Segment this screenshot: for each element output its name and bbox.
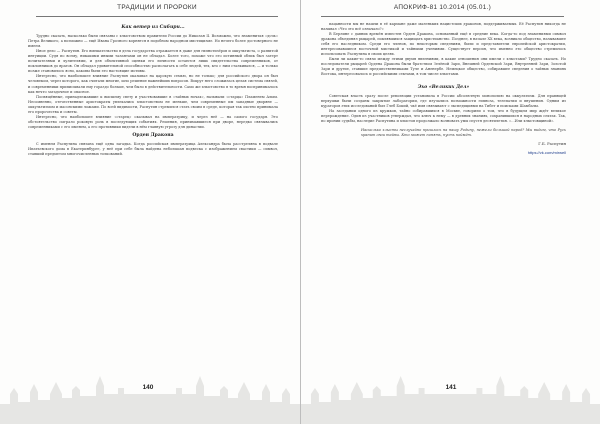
left-subheading: Орден Дракона [132, 132, 174, 138]
left-paragraph: С именем Распутина связана ещё одна загадка. Когда российская императрица Александра была расстреляна в подвале Ипатьевского дома в Екатеринбурге, у неё при себе была найдена небольшая подвеска с изображением свастики — символ, ставший предметом многочисленных толкований. [28, 141, 278, 157]
right-page [301, 0, 600, 424]
left-running-header: ТРАДИЦИИ И ПРОРОКИ [36, 4, 278, 17]
right-running-header: АПОКРИФ-81 10.2014 (05.01.) [321, 4, 564, 17]
left-paragraph: Интересно, что наибольшее влияние «старец» оказывал на императрицу, и через неё — на самого государя. Это обстоятельство сыграло роковую роль в последующих событиях. Решения, принимавшиеся при дворе, нередко связывались современниками с его именем, а его противники видели в нём главную угрозу для династии. [28, 114, 278, 129]
left-paragraph: Трудно сказать, насколько были связаны с хлыстовством правители России до Николая II. Возможно, что знаменитая «дочь» Петра Великого, а возможно — ещё Ивана Грозного корнятся в подобном народном мистицизме. Но нечего более достоверного не имеем. [28, 34, 278, 49]
right-paragraph: В Берлине с давних времён известен Орден Дракона, основанный ещё в средние века. Когда-то под знамениями символ дракона объединял рыцарей, поклявшихся защищать христианство. Позднее, в начале XX века, возникло общество, называвшее себя его наследником. Среди его членов, по некоторым сведениям, были и представители европейской аристократии, интересовавшиеся восточной мистикой и тайными учениями. Существует версия, что именно это общество стремилось использовать Распутина в своих целях. [321, 32, 566, 57]
closing-quote: Насколько хлысты неслучайно пришлось на нашу Родину, нежели большой народ? Мы видим, что Русь хранит свои тайны. Кто может понять, пусть поймёт. [361, 127, 566, 137]
right-section-heading: Эхо «Великих Дел» [417, 84, 470, 90]
section-gap [321, 78, 566, 82]
left-paragraph: Иное дело — Распутин. Его вмешательство в дела государства отражается в даже для гипнотизёров и оккультиста, о развитой интуиции. Судя по всему, никакими иными талантами он не обладал. Более того, похоже что его истинный облик был затерт почитателями и хулителями, и для объективной оценки его личности остаются лишь свидетельства современников, от поклонников до врагов. Он обладал удивительной способностью располагать к себе людей, тех, кто с ним сталкивался, — и только позже становилось ясно, каковы были его настоящие мотивы. [28, 49, 278, 74]
right-paragraph: пацанности мы не нашли в её кармане даже маленьких нацистских драконов, поддерживаемых. Её Распутин никогда не называл «Что это всё означало?» [321, 22, 566, 32]
left-page-number: 140 [142, 384, 154, 391]
left-section-heading: Как ветер из Сибири... [121, 25, 185, 30]
left-paragraph: Посвящённые, принадлежавшие к высшему свету и участвовавшие в «тайных ночах», называли «старца» Пламенем Алым. Несомненно, отечественные аристократы увлекались хлыстовством не меньше, чем современные им западные дворяне — оккультизмом и масонскими ложами. По всей видимости, Распутин стремился стать своим в среде, которая так охотно принимала его пророчества и советы. [28, 94, 278, 114]
source-link[interactable]: https://vk.com/mirwell [527, 149, 566, 155]
left-page-text [28, 22, 278, 157]
right-paragraph: Были ли какие-то связи между этими двумя явлениями, в какие отношения они имели с хлыстами? Трудно сказать. Но последователи рыцарей Ордена Дракона были братством Зелёной Зари, Внешней Орденской Зари, Внутренней Зари, Золотой Зари и другие, ставшие предшественниками Туле и Аненербе. Немецкое общество, собиравшее сведения о тайных знаниях Востока, интересовалось и российскими сектами, в том числе хлыстами. [321, 57, 566, 77]
right-paragraph: На заседании одного из кружков, тайно собиравшихся в Москве, говорили о том, что в будущем мир ждёт великое перерождение. Один из участников утверждал, что ключ к нему — в древних знаниях, сохранившихся в народных сектах. Так, по иронии судьбы, наследие Распутина и хлыстов продолжало волновать умы спустя десятилетия. «...Или хлыстовщиной». [321, 108, 566, 123]
city-skyline-decoration [0, 364, 300, 424]
left-paragraph: Интересно, что наибольшее влияние Распутин оказывал на царскую семью, но не только; для российского двора он был человеком, через которого, как считали многие, шло решение важнейших вопросов. Вокруг него сложилась целая система связей, и современники приписывали ему гораздо больше, чем было в действительности. Само же хлыстовство в то время воспринималось как нечто загадочное и опасное. [28, 74, 278, 94]
author-signature: Г.Б. Распутин [538, 140, 566, 146]
city-skyline-decoration [301, 364, 600, 424]
right-paragraph: Советская власть сразу после революции установила в России абсолютную монополию на оккультизм. Для правящей верхушки были созданы закрытые лаборатории, где изучались возможности гипноза, телепатии и внушения. Одним из кураторов этих исследований был Глеб Бокий, чьё имя связывают с экспедициями на Тибет и поисками Шамбалы. [321, 93, 566, 108]
right-page-text [321, 22, 566, 155]
right-page-number: 141 [445, 384, 457, 391]
